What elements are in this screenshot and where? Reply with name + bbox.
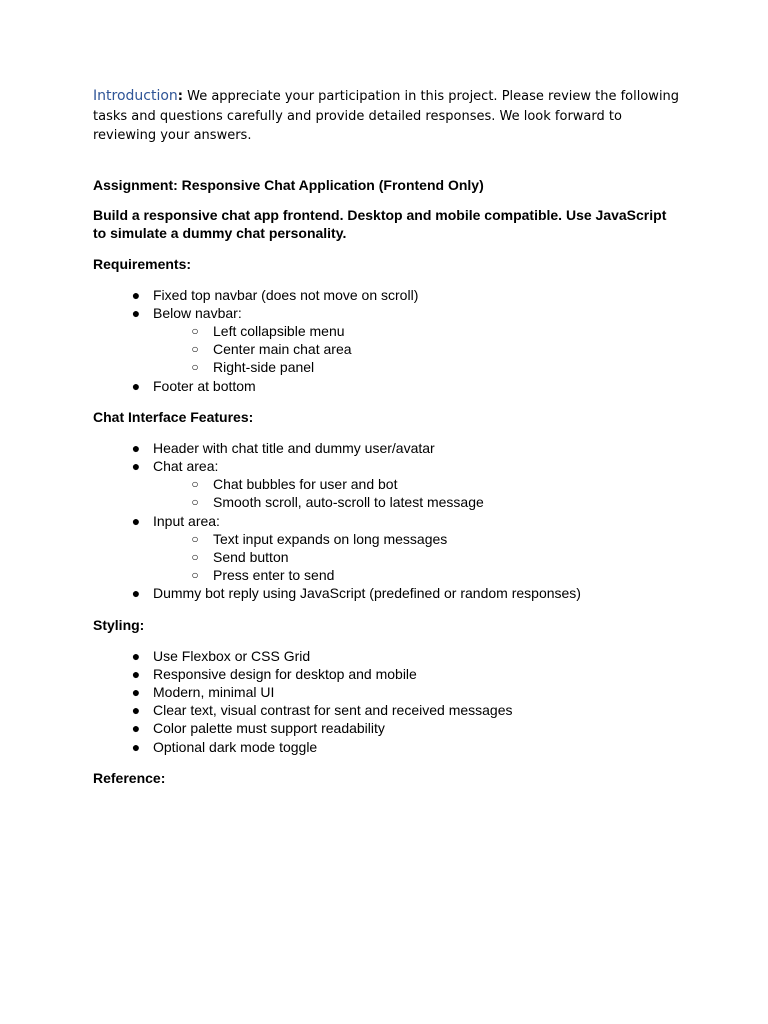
- list-item-text: Clear text, visual contrast for sent and received messages: [153, 702, 513, 719]
- sub-list-item: [153, 358, 683, 376]
- list-item: [93, 738, 683, 756]
- intro-colon: :: [177, 89, 183, 104]
- bullet-icon: ●: [131, 683, 141, 700]
- intro-text: We appreciate your participation in this project. Please review the following tasks and questions carefully and provide detailed responses. We look forward to reviewing your answers.: [93, 89, 680, 143]
- bullet-icon: ●: [131, 377, 141, 394]
- bullet-icon: ●: [131, 304, 141, 321]
- list-item: [93, 665, 683, 683]
- circle-bullet-icon: ○: [191, 495, 199, 510]
- bullet-icon: ●: [131, 647, 141, 664]
- list-item: [93, 719, 683, 737]
- chat-features-heading: Chat Interface Features:: [93, 408, 254, 425]
- sub-list: [153, 530, 683, 585]
- sub-list-item-text: Press enter to send: [213, 567, 335, 584]
- list-item: [93, 701, 683, 719]
- sub-list-item-text: Left collapsible menu: [213, 322, 345, 339]
- list-item-text: Footer at bottom: [153, 377, 256, 394]
- list-item-text: Chat area:: [153, 457, 219, 474]
- sub-list-item-text: Right-side panel: [213, 359, 315, 376]
- bullet-icon: ●: [131, 512, 141, 529]
- sub-list-item-text: Chat bubbles for user and bot: [213, 476, 398, 493]
- bullet-icon: ●: [131, 720, 141, 737]
- sub-list-item: [153, 475, 683, 493]
- list-item: [93, 457, 683, 512]
- circle-bullet-icon: ○: [191, 568, 199, 583]
- circle-bullet-icon: ○: [191, 323, 199, 338]
- sub-list-item: [153, 566, 683, 584]
- list-item-text: Input area:: [153, 512, 220, 529]
- list-item: [93, 286, 683, 304]
- sub-list-item: [153, 548, 683, 566]
- list-item-text: Header with chat title and dummy user/avatar: [153, 439, 435, 456]
- list-item-text: Optional dark mode toggle: [153, 738, 318, 755]
- list-item-text: Dummy bot reply using JavaScript (predefined or random responses): [153, 585, 581, 602]
- list-item-text: Responsive design for desktop and mobile: [153, 665, 417, 682]
- list-item: [93, 439, 683, 457]
- circle-bullet-icon: ○: [191, 342, 199, 357]
- styling-list: [93, 647, 683, 756]
- requirements-heading: Requirements:: [93, 255, 192, 272]
- sub-list: [153, 322, 683, 377]
- list-item: [93, 377, 683, 395]
- list-item-text: Use Flexbox or CSS Grid: [153, 647, 311, 664]
- list-item-text: Fixed top navbar (does not move on scroll): [153, 286, 419, 303]
- sub-list-item: [153, 493, 683, 511]
- circle-bullet-icon: ○: [191, 477, 199, 492]
- circle-bullet-icon: ○: [191, 549, 199, 564]
- bullet-icon: ●: [131, 585, 141, 602]
- build-description: Build a responsive chat app frontend. Desktop and mobile compatible. Use JavaScript to simulate a dummy chat personality.: [93, 206, 667, 241]
- bullet-icon: ●: [131, 702, 141, 719]
- circle-bullet-icon: ○: [191, 531, 199, 546]
- bullet-icon: ●: [131, 286, 141, 303]
- list-item: [93, 683, 683, 701]
- circle-bullet-icon: ○: [191, 360, 199, 375]
- bullet-icon: ●: [131, 665, 141, 682]
- bullet-icon: ●: [131, 439, 141, 456]
- intro-label: Introduction: [93, 88, 178, 104]
- sub-list-item: [153, 340, 683, 358]
- styling-heading: Styling:: [93, 616, 145, 633]
- document-page: [93, 87, 683, 787]
- sub-list-item: [153, 530, 683, 548]
- assignment-title: Assignment: Responsive Chat Application (Frontend Only): [93, 176, 484, 193]
- list-item-text: Modern, minimal UI: [153, 683, 275, 700]
- bullet-icon: ●: [131, 457, 141, 474]
- sub-list-item-text: Send button: [213, 548, 289, 565]
- chat-features-list: [93, 439, 683, 603]
- sub-list-item: [153, 322, 683, 340]
- reference-heading: Reference:: [93, 769, 166, 786]
- sub-list: [153, 475, 683, 511]
- list-item-text: Below navbar:: [153, 304, 242, 321]
- bullet-icon: ●: [131, 738, 141, 755]
- list-item: [93, 584, 683, 602]
- list-item: [93, 647, 683, 665]
- sub-list-item-text: Center main chat area: [213, 341, 352, 358]
- intro-paragraph: [93, 87, 683, 146]
- list-item: [93, 512, 683, 585]
- list-item-text: Color palette must support readability: [153, 720, 385, 737]
- requirements-list: [93, 286, 683, 395]
- sub-list-item-text: Text input expands on long messages: [213, 530, 448, 547]
- sub-list-item-text: Smooth scroll, auto-scroll to latest message: [213, 494, 484, 511]
- list-item: [93, 304, 683, 377]
